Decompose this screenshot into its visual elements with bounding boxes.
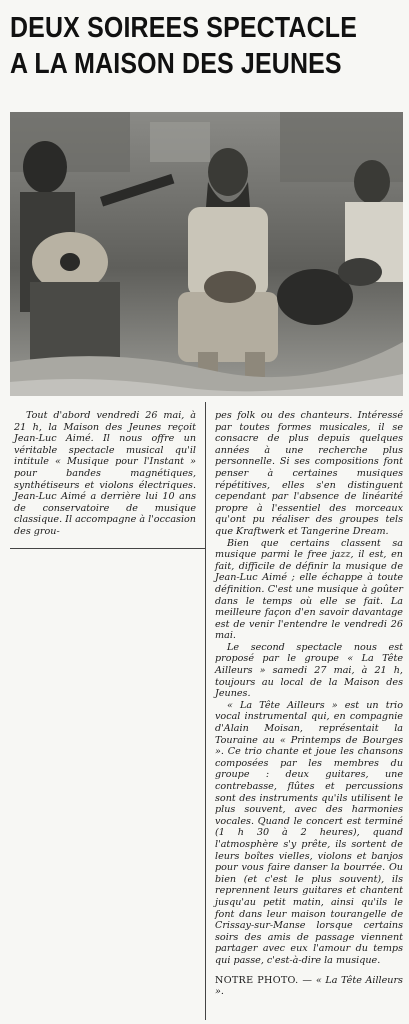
left-column-end-rule xyxy=(10,548,205,549)
caption-text: « La Tête Ailleurs ». xyxy=(215,974,403,998)
photo-caption xyxy=(215,975,403,998)
headline-line-1: DEUX SOIREES SPECTACLE xyxy=(10,12,358,44)
concert-photo-icon xyxy=(10,112,403,396)
column-divider xyxy=(205,402,206,1020)
concert-photo xyxy=(10,112,403,396)
article-paragraph: Le second spectacle nous est proposé par le groupe « La Tête Ailleurs » samedi 27 mai, à 21 h, toujours au local de la Maison des Jeunes. xyxy=(215,641,403,700)
article-paragraph: Tout d'abord vendredi 26 mai, à 21 h, la Maison des Jeunes reçoit Jean-Luc Aimé. Il nous offre un véritable spectacle musical qu'il intitule « Musique pour l'Instant » pour bandes magnétiques, synthétiseurs et violons électriques. Jean-Luc Aimé a derrière lui 10 ans de conservatoire de musique classique. Il accompagne à l'occasion des grou- xyxy=(14,410,196,537)
headline xyxy=(10,10,358,82)
article-paragraph: « La Tête Ailleurs » est un trio vocal instrumental qui, en compagnie d'Alain Moisan, représentait la Touraine au « Printemps de Bourges ». Ce trio chante et joue les chansons composées par les membres du groupe : deux guitares, une contrebasse, flûtes et percussions sont des instruments qu'ils utilisent le plus souvent, avec des harmonies vocales. Quand le concert est terminé (1 h 30 à 2 heures), quand l'atmosphère s'y prête, ils sortent de leurs boîtes vielles, violons et banjos pour vous faire danser la bourrée. Ou bien (et c'est le plus souvent), ils reprennent leurs guitares et chantent jusqu'au petit matin, ainsi qu'ils le font dans leur maison tourangelle de Crissay-sur-Manse lorsque certains soirs des amis de passage viennent partager avec eux l'amour du temps qui passe, c'est-à-dire la musique. xyxy=(215,699,403,966)
headline-line-2: A LA MAISON DES JEUNES xyxy=(10,48,342,80)
article-paragraph: Bien que certains classent sa musique parmi le free jazz, il est, en fait, difficile de définir la musique de Jean-Luc Aimé ; elle échappe à toute définition. C'est une musique à goûter dans le temps où elle se fait. La meilleure façon d'en savoir davantage est de venir l'entendre le vendredi 26 mai. xyxy=(215,537,403,642)
article-paragraph: pes folk ou des chanteurs. Intéressé par toutes formes musicales, il se consacre de plus depuis quelques années à une recherche plus personnelle. Si ses compositions font penser à certaines musiques répétitives, elles s'en distinguent cependant par l'absence de linéarité propre à l'essentiel des morceaux qu'ont pu réaliser des groupes tels que Kraftwerk et Tangerine Dream. xyxy=(215,410,403,537)
article-column-right xyxy=(215,410,403,998)
article-column-left xyxy=(14,410,196,538)
caption-label: NOTRE PHOTO. — xyxy=(215,974,313,986)
